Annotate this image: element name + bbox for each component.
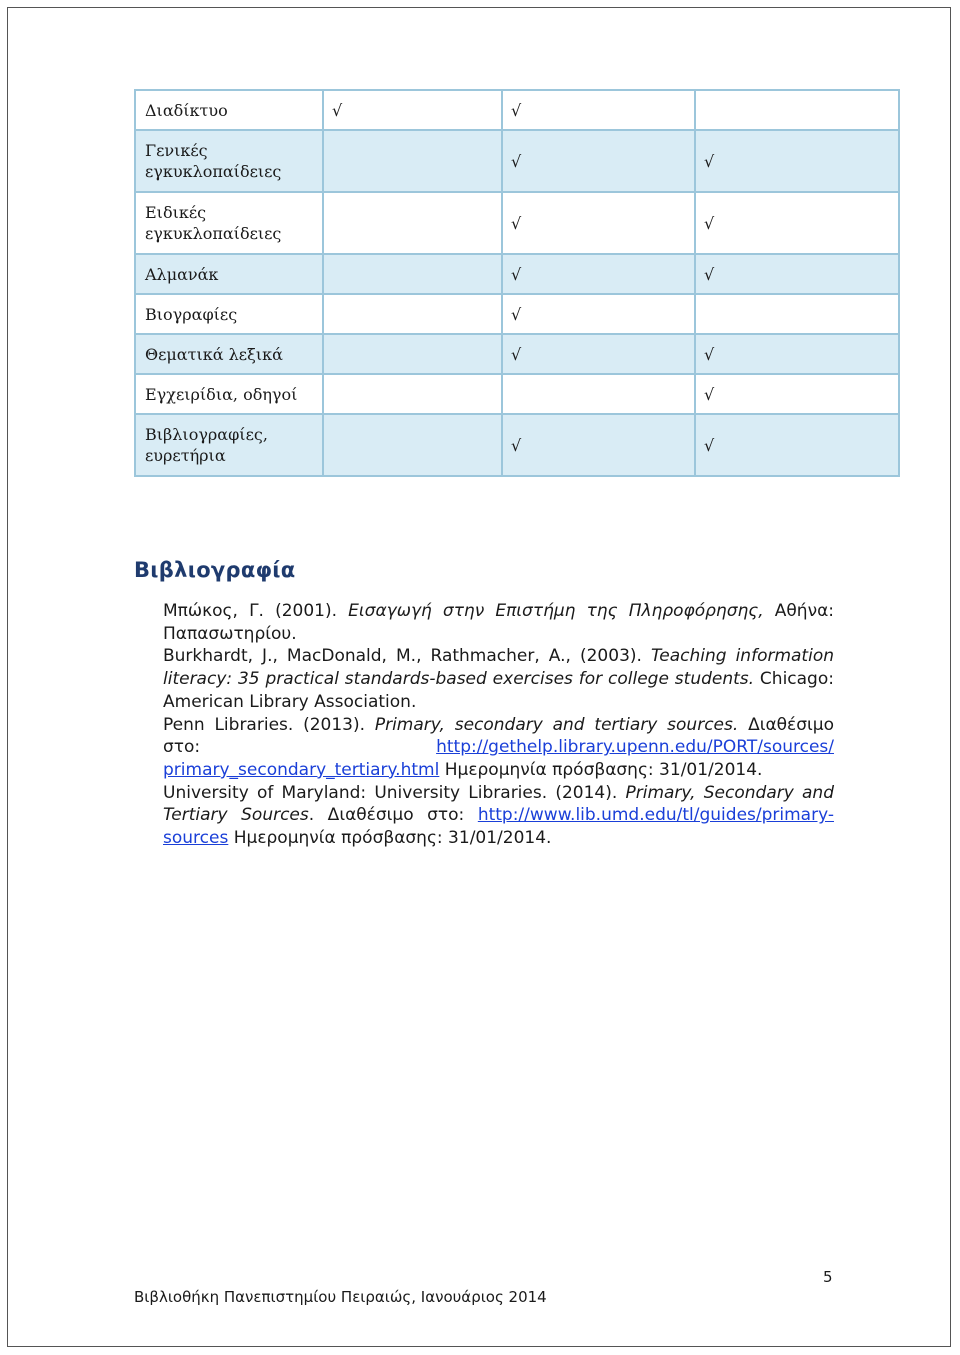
row-label: Εγχειρίδια, οδηγοί: [135, 374, 323, 414]
reference-authors: Penn Libraries. (2013).: [163, 714, 375, 735]
table-row: [135, 414, 899, 476]
reference-publisher: Αθήνα: Παπασωτηρίου.: [163, 601, 834, 644]
table-row: [135, 90, 899, 130]
reference-title: Primary, secondary and tertiary sources.: [374, 714, 739, 735]
check-cell: √: [695, 192, 899, 254]
table-row: [135, 334, 899, 374]
reference-publisher: Chicago: American Library Association.: [163, 669, 834, 712]
reference-link[interactable]: http://www.lib.umd.edu/tl/guides/primary-sources: [163, 805, 834, 849]
source-types-table: [134, 89, 900, 477]
check-cell: √: [502, 414, 695, 476]
reference-item: [163, 600, 834, 645]
check-cell: √: [695, 334, 899, 374]
reference-authors: University of Maryland: University Libraries. (2014).: [163, 782, 626, 803]
row-label: Βιβλιογραφίες, ευρετήρια: [135, 414, 323, 476]
reference-access-date: Ημερομηνία πρόσβασης: 31/01/2014.: [228, 828, 552, 849]
page-number: 5: [823, 1268, 833, 1286]
reference-item: [163, 645, 834, 713]
reference-authors: Μπώκος, Γ. (2001).: [163, 601, 349, 621]
row-label: Θεματικά λεξικά: [135, 334, 323, 374]
reference-title: Εισαγωγή στην Επιστήμη της Πληροφόρησης,: [348, 601, 764, 621]
row-label: Διαδίκτυο: [135, 90, 323, 130]
table-row: [135, 374, 899, 414]
reference-access-date: Ημερομηνία πρόσβασης: 31/01/2014.: [439, 759, 763, 780]
check-cell: [695, 294, 899, 334]
table-row: [135, 130, 899, 192]
check-cell: √: [502, 130, 695, 192]
check-cell: √: [502, 90, 695, 130]
check-cell: √: [502, 334, 695, 374]
table-row: [135, 294, 899, 334]
page-footer: Βιβλιοθήκη Πανεπιστημίου Πειραιώς, Ιανουάριος 2014: [134, 1288, 547, 1306]
row-label: Αλμανάκ: [135, 254, 323, 294]
check-cell: √: [695, 414, 899, 476]
check-cell: [323, 192, 502, 254]
reference-item: [163, 782, 834, 850]
reference-link[interactable]: http://gethelp.library.upenn.edu/PORT/sources/ primary_secondary_tertiary.html: [163, 737, 834, 780]
check-cell: √: [502, 294, 695, 334]
reference-item: [163, 714, 834, 782]
reference-title: Teaching information literacy: 35 practical standards-based exercises for college students.: [163, 646, 834, 690]
check-cell: [502, 374, 695, 414]
row-label: Ειδικές εγκυκλοπαίδειες: [135, 192, 323, 254]
reference-title: Primary, Secondary and Tertiary Sources: [163, 782, 834, 826]
check-cell: [323, 414, 502, 476]
check-cell: [695, 90, 899, 130]
reference-availability: . Διαθέσιμο στο:: [308, 805, 478, 826]
check-cell: [323, 334, 502, 374]
check-cell: √: [695, 374, 899, 414]
check-cell: √: [695, 254, 899, 294]
table-row: [135, 192, 899, 254]
reference-availability: Διαθέσιμο στο:: [163, 714, 834, 758]
row-label: Γενικές εγκυκλοπαίδειες: [135, 130, 323, 192]
check-cell: √: [502, 192, 695, 254]
check-cell: √: [323, 90, 502, 130]
check-cell: [323, 374, 502, 414]
reference-authors: Burkhardt, J., MacDonald, M., Rathmacher, A., (2003).: [163, 646, 651, 667]
table-row: [135, 254, 899, 294]
check-cell: √: [695, 130, 899, 192]
bibliography-heading: Βιβλιογραφία: [134, 558, 296, 582]
check-cell: [323, 294, 502, 334]
check-cell: √: [502, 254, 695, 294]
row-label: Βιογραφίες: [135, 294, 323, 334]
check-cell: [323, 254, 502, 294]
reference-list: [163, 600, 834, 850]
check-cell: [323, 130, 502, 192]
